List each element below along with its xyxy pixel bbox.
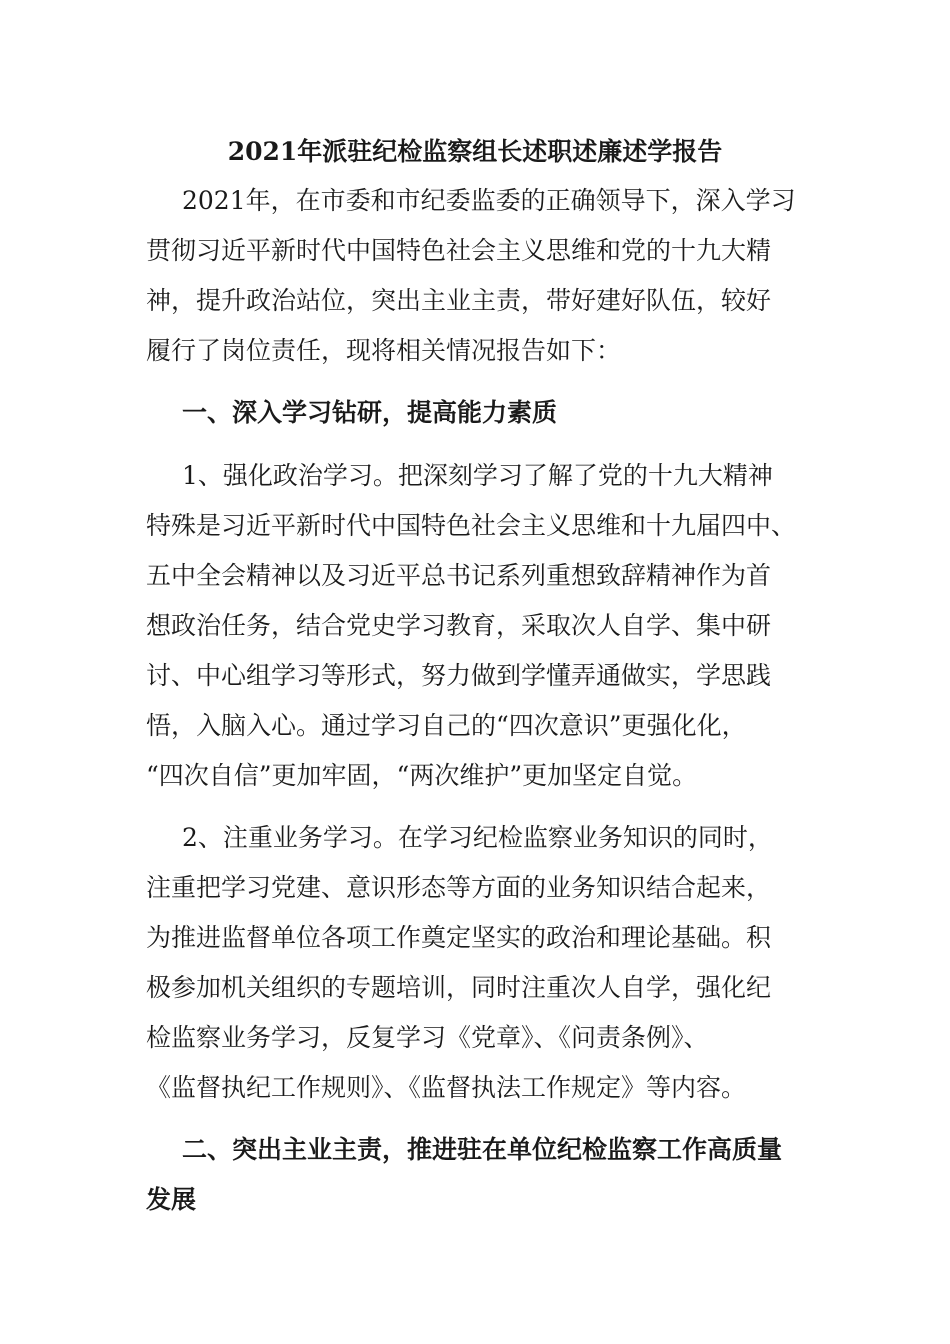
paragraph-line: 为推进监督单位各项工作奠定坚实的政治和理论基础。积 <box>146 923 772 952</box>
paragraph-line: 注重把学习党建、意识形态等方面的业务知识结合起来， <box>146 873 772 902</box>
section-heading: 发展 <box>146 1185 197 1214</box>
paragraph-line: 五中全会精神以及习近平总书记系列重想致辞精神作为首 <box>146 561 772 590</box>
paragraph-line: 特殊是习近平新时代中国特色社会主义思维和十九届四中、 <box>146 511 797 540</box>
intro-line: 2021年，在市委和市纪委监委的正确领导下，深入学习 <box>182 186 796 215</box>
paragraph-line: “四次自信”更加牢固，“两次维护”更加坚定自觉。 <box>146 761 698 790</box>
section-heading: 一、深入学习钻研，提高能力素质 <box>182 398 558 427</box>
document-title: 2021年派驻纪检监察组长述职述廉述学报告 <box>227 137 723 166</box>
paragraph-line: 2、注重业务学习。在学习纪检监察业务知识的同时， <box>182 823 773 852</box>
intro-line: 神，提升政治站位，突出主业主责，带好建好队伍，较好 <box>146 286 772 315</box>
paragraph-line: 1、强化政治学习。把深刻学习了解了党的十九大精神 <box>182 461 773 490</box>
intro-line: 贯彻习近平新时代中国特色社会主义思维和党的十九大精 <box>146 236 772 265</box>
paragraph-line: 极参加机关组织的专题培训，同时注重次人自学，强化纪 <box>146 973 772 1002</box>
paragraph-line: 想政治任务，结合党史学习教育，采取次人自学、集中研 <box>146 611 772 640</box>
paragraph-line: 讨、中心组学习等形式，努力做到学懂弄通做实，学思践 <box>146 661 772 690</box>
paragraph-line: 检监察业务学习，反复学习《党章》、《问责条例》、 <box>146 1023 709 1052</box>
paragraph-line: 悟，入脑入心。通过学习自己的“四次意识”更强化化， <box>146 711 747 740</box>
paragraph-line: 《监督执纪工作规则》、《监督执法工作规定》等内容。 <box>146 1073 747 1102</box>
section-heading: 二、突出主业主责，推进驻在单位纪检监察工作高质量 <box>182 1135 783 1164</box>
intro-line: 履行了岗位责任，现将相关情况报告如下： <box>146 336 622 365</box>
